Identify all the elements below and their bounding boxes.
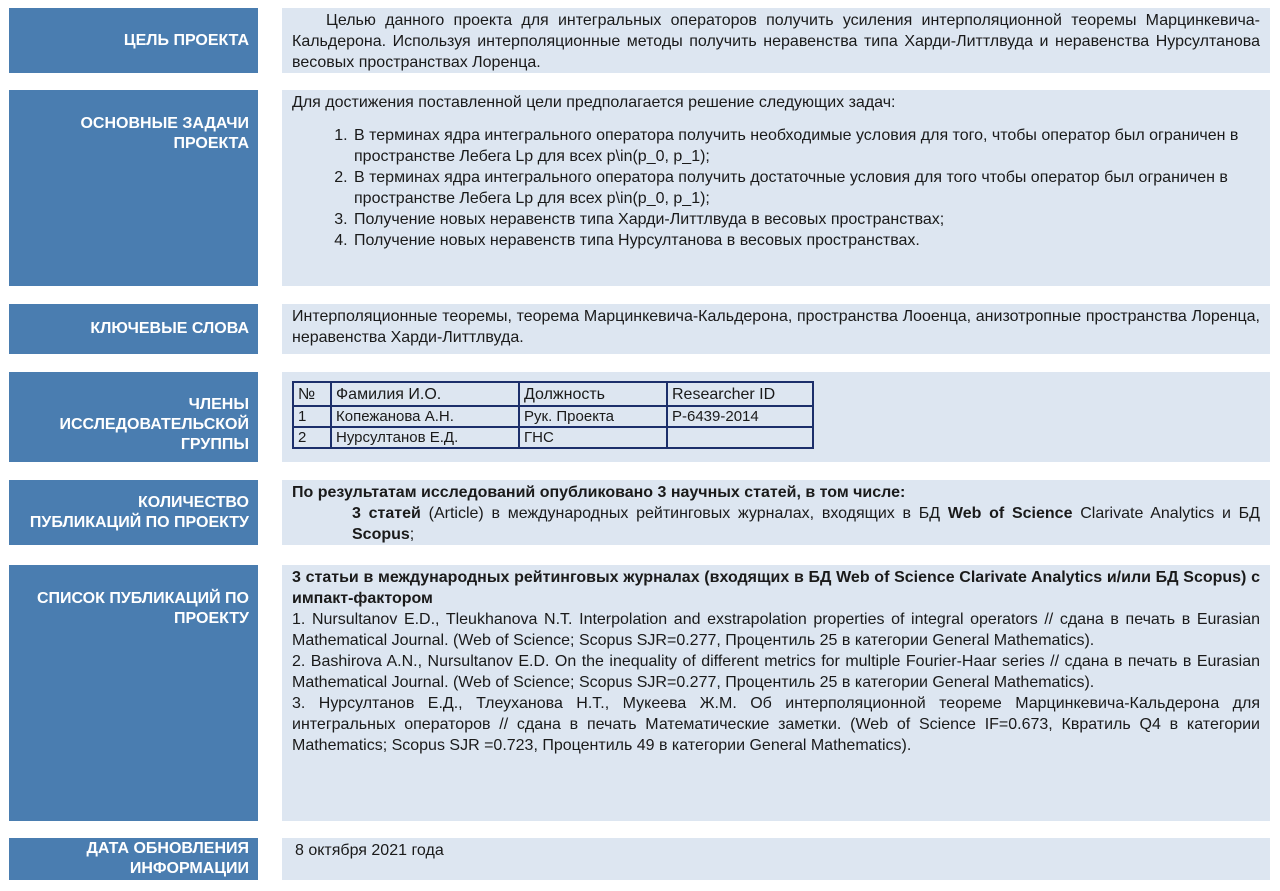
tasks-label	[9, 90, 258, 286]
updated-content	[282, 838, 1270, 880]
members-label-line-3: ГРУППЫ	[180, 436, 249, 453]
header-number: №	[293, 382, 331, 406]
task-item: 1. В терминах ядра интегрального оператора получить необходимые условия для того, чтобы оператор был ограничен в пространстве Лебега Lp для всех p\in(p_0, p_1);	[352, 125, 1260, 167]
keywords-text: Интерполяционные теоремы, теорема Марцинкевича-Кальдерона, пространства Лооенца, анизотропные пространства Лоренца, неравенства Харди-Литтлвуда.	[292, 308, 1260, 346]
header-researcher-id: Researcher ID	[667, 382, 813, 406]
pub-list-label-line-2: ПРОЕКТУ	[174, 610, 249, 627]
pub-list-content	[282, 565, 1270, 821]
members-table	[292, 381, 814, 449]
updated-label-line-1: ДАТА ОБНОВЛЕНИЯ	[86, 840, 249, 857]
updated-label	[9, 838, 258, 880]
tasks-content	[282, 90, 1270, 286]
table-row	[293, 427, 813, 448]
cell-name: Копежанова А.Н.	[331, 406, 519, 427]
goal-content	[282, 8, 1270, 73]
keywords-label	[9, 304, 258, 354]
pub-count-content	[282, 480, 1270, 545]
cell-number: 2	[293, 427, 331, 448]
header-name: Фамилия И.О.	[331, 382, 519, 406]
pub-list-label-line-1: СПИСОК ПУБЛИКАЦИЙ ПО	[36, 590, 249, 607]
members-label-line-1: ЧЛЕНЫ	[188, 396, 249, 413]
publication-item: 2. Bashirova A.N., Nursultanov E.D. On the inequality of different metrics for multiple Fourier-Haar series // сдана в печать в Eurasian Mathematical Journal. (Web of Science; Scopus SJR=0.277, Процентиль 25 в категории General Mathematics).	[292, 653, 1260, 691]
goal-text: Целью данного проекта для интегральных операторов получить усиления интерполяционной теоремы Марцинкевича-Кальдерона. Используя интерполяционные методы получить неравенства типа Харди-Литтлвуда и неравенства Нурсултанова весовых пространствах Лоренца.	[292, 12, 1260, 71]
task-item: 3. Получение новых неравенств типа Харди-Литтлвуда в весовых пространствах;	[352, 209, 1260, 230]
cell-position: ГНС	[519, 427, 667, 448]
cell-researcher-id: P-6439-2014	[667, 406, 813, 427]
updated-label-line-2: ИНФОРМАЦИИ	[129, 860, 249, 877]
cell-position: Рук. Проекта	[519, 406, 667, 427]
header-position: Должность	[519, 382, 667, 406]
pub-list-heading: 3 статьи в международных рейтинговых журналах (входящих в БД Web of Science Clarivate Analytics и/или БД Scopus) с импакт-фактором	[292, 569, 1260, 607]
cell-name: Нурсултанов Е.Д.	[331, 427, 519, 448]
goal-label-text: ЦЕЛЬ ПРОЕКТА	[123, 31, 249, 49]
pub-count-label	[9, 480, 258, 545]
members-table-header-row	[293, 382, 813, 406]
tasks-intro: Для достижения поставленной цели предполагается решение следующих задач:	[292, 94, 896, 111]
task-item: 2. В терминах ядра интегрального оператора получить достаточные условия для того чтобы оператор был ограничен в пространстве Лебега Lp для всех p\in(p_0, p_1);	[352, 167, 1260, 209]
pub-count-text-1: (Article) в международных рейтинговых журналах, входящих в БД	[420, 505, 948, 522]
pub-count-item	[292, 503, 1260, 545]
pub-count-label-line-1: КОЛИЧЕСТВО	[138, 493, 249, 511]
keywords-label-text: КЛЮЧЕВЫЕ СЛОВА	[90, 320, 249, 337]
tasks-list	[292, 125, 1260, 251]
pub-count-bold-1: 3 статей	[352, 505, 421, 522]
pub-count-text-2: Clarivate Analytics и БД	[1072, 505, 1261, 522]
tasks-label-line-2: ПРОЕКТА	[173, 135, 249, 152]
publication-item: 3. Нурсултанов Е.Д., Тлеуханова Н.Т., Мукеева Ж.М. Об интерполяционной теореме Марцинкевича-Кальдерона для интегральных операторов // сдана в печать Математические заметки. (Web of Science IF=0.673, Квратиль Q4 в категории Mathematics; Scopus SJR =0.723, Процентиль 49 в категории General Mathematics).	[292, 695, 1260, 754]
pub-count-row	[0, 480, 1280, 545]
pub-count-text-3: ;	[409, 526, 415, 543]
table-row	[293, 406, 813, 427]
members-row	[0, 372, 1280, 462]
task-item: 4. Получение новых неравенств типа Нурсултанова в весовых пространствах.	[352, 230, 1260, 251]
pub-list-row	[0, 565, 1280, 821]
tasks-label-line-1: ОСНОВНЫЕ ЗАДАЧИ	[80, 115, 249, 132]
pub-count-heading: По результатам исследований опубликовано 3 научных статей, в том числе:	[292, 484, 906, 501]
publication-item: 1. Nursultanov E.D., Tleukhanova N.T. Interpolation and exstrapolation properties of integral operators // сдана в печать в Eurasian Mathematical Journal. (Web of Science; Scopus SJR=0.277, Процентиль 25 в категории General Mathematics).	[292, 611, 1260, 649]
tasks-row	[0, 90, 1280, 286]
pub-list-label	[9, 565, 258, 821]
pub-count-bold-2: Web of Science	[947, 505, 1073, 522]
pub-count-bold-3: Scopus	[352, 526, 410, 543]
members-label	[9, 372, 258, 462]
cell-number: 1	[293, 406, 331, 427]
cell-researcher-id	[667, 427, 813, 448]
updated-date: 8 октября 2021 года	[295, 842, 444, 859]
members-label-line-2: ИССЛЕДОВАТЕЛЬСКОЙ	[59, 416, 249, 433]
pub-count-label-line-2: ПУБЛИКАЦИЙ ПО ПРОЕКТУ	[29, 513, 249, 531]
keywords-row	[0, 304, 1280, 354]
goal-label	[9, 8, 258, 73]
keywords-content	[282, 304, 1270, 354]
updated-row	[0, 838, 1280, 880]
goal-row	[0, 8, 1280, 73]
members-content	[282, 372, 1270, 462]
